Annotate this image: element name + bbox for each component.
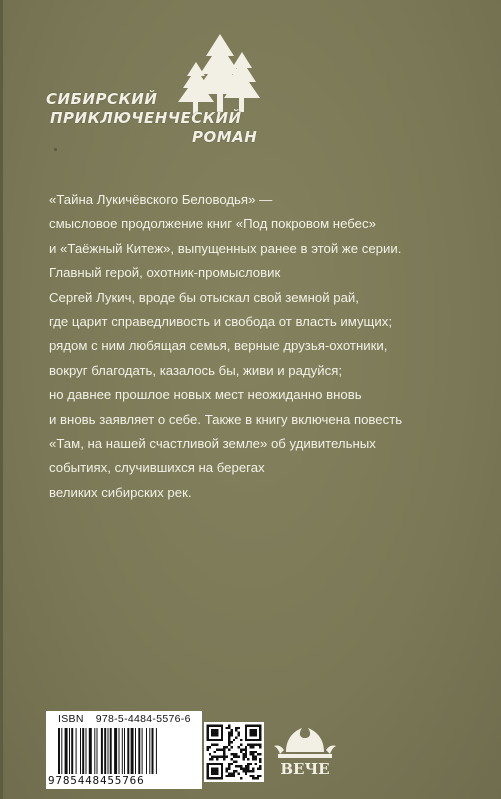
- qr-module: [230, 753, 232, 755]
- qr-module: [247, 770, 249, 772]
- annotation-line: великих сибирских рек.: [49, 484, 192, 500]
- annotation-line: «Тайна Лукичёвского Беловодья» —: [49, 192, 273, 207]
- qr-module: [228, 768, 230, 770]
- qr-module: [211, 758, 213, 760]
- barcode-bar: [114, 728, 117, 774]
- qr-module: [235, 760, 237, 762]
- qr-module: [230, 758, 232, 760]
- qr-module: [247, 763, 249, 765]
- qr-module: [211, 768, 218, 775]
- qr-module: [238, 765, 240, 767]
- qr-module: [228, 775, 230, 777]
- qr-module: [214, 744, 216, 746]
- qr-module: [250, 751, 252, 753]
- qr-module: [252, 746, 254, 748]
- isbn-number: 978-5-4484-5576-6: [95, 713, 191, 725]
- qr-module: [240, 751, 242, 753]
- qr-module: [206, 748, 208, 750]
- qr-module: [228, 736, 230, 738]
- qr-module: [252, 775, 254, 777]
- barcode-bar: [71, 728, 73, 774]
- qr-module: [259, 753, 261, 755]
- qr-module: [218, 756, 220, 758]
- qr-module: [250, 746, 252, 748]
- qr-module: [226, 770, 228, 772]
- qr-module: [254, 744, 256, 746]
- qr-module: [247, 744, 249, 746]
- qr-module: [259, 760, 261, 762]
- qr-module: [238, 772, 240, 774]
- qr-module: [245, 751, 247, 753]
- qr-module: [259, 744, 261, 746]
- qr-module: [242, 768, 244, 770]
- qr-module: [221, 756, 223, 758]
- barcode-bar: [82, 728, 84, 774]
- barcode-bar: [142, 728, 143, 774]
- qr-module: [252, 768, 254, 770]
- qr-module: [233, 760, 235, 762]
- barcode-bar: [61, 728, 62, 774]
- qr-module: [226, 756, 228, 758]
- annotation-line: Сергей Лукич, вроде бы отыскал свой земной рай,: [49, 289, 359, 305]
- qr-module: [245, 753, 247, 755]
- annotation-line: но давнее прошлое новых мест неожиданно вновь: [49, 387, 362, 403]
- fir-trees-icon: [176, 34, 262, 118]
- qr-module: [245, 768, 247, 770]
- qr-module: [247, 768, 249, 770]
- qr-module: [230, 732, 232, 734]
- qr-module: [226, 775, 228, 777]
- qr-module: [211, 744, 213, 746]
- qr-module: [252, 753, 254, 755]
- qr-module: [228, 727, 230, 729]
- annotation-line: событиях, случившихся на берегах: [49, 460, 265, 476]
- qr-module: [228, 724, 230, 726]
- qr-module: [252, 777, 254, 779]
- qr-module: [247, 758, 249, 760]
- qr-module: [250, 753, 252, 755]
- qr-module: [252, 744, 254, 746]
- qr-module: [226, 727, 228, 729]
- qr-module: [233, 739, 235, 741]
- barcode-bar: [80, 728, 81, 774]
- barcode-bar: [146, 728, 147, 774]
- barcode-bar: [69, 728, 70, 774]
- qr-module: [238, 756, 240, 758]
- qr-module: [233, 772, 235, 774]
- annotation-line: Главный герой, охотник-промысловик: [49, 265, 281, 281]
- qr-module: [238, 746, 240, 748]
- qr-module: [223, 748, 225, 750]
- barcode-bar: [108, 728, 109, 774]
- qr-module: [223, 751, 225, 753]
- qr-module: [259, 758, 261, 760]
- qr-module: [238, 734, 240, 736]
- series-line-3: РОМАН: [192, 128, 258, 146]
- isbn-label: ISBN: [58, 713, 84, 725]
- qr-module: [242, 758, 244, 760]
- qr-module: [233, 770, 235, 772]
- qr-module: [242, 756, 244, 758]
- qr-module: [252, 758, 254, 760]
- barcode-digits: 9785448455766: [48, 774, 145, 787]
- qr-module: [230, 772, 232, 774]
- qr-module: [245, 770, 247, 772]
- publisher-logo: [272, 722, 338, 778]
- qr-module: [216, 744, 218, 746]
- qr-module: [254, 756, 256, 758]
- qr-module: [228, 763, 230, 765]
- qr-module: [230, 729, 232, 731]
- qr-module: [257, 777, 259, 779]
- qr-module: [252, 751, 254, 753]
- qr-module: [250, 729, 257, 736]
- qr-module: [254, 758, 256, 760]
- qr-module: [214, 751, 216, 753]
- qr-module: [245, 756, 247, 758]
- barcode-bar: [152, 728, 154, 774]
- qr-module: [235, 756, 237, 758]
- barcode-bar: [149, 728, 150, 774]
- qr-module: [230, 746, 232, 748]
- qr-module: [242, 753, 244, 755]
- qr-module: [238, 727, 240, 729]
- annotation-line: и вновь заявляет о себе. Также в книгу включена повесть: [49, 411, 403, 427]
- barcode-bar: [89, 728, 92, 774]
- qr-module: [223, 746, 225, 748]
- qr-module: [209, 746, 211, 748]
- qr-module: [226, 768, 228, 770]
- qr-module: [216, 758, 218, 760]
- barcode-bar: [76, 728, 77, 774]
- qr-module: [228, 734, 230, 736]
- qr-module: [233, 753, 235, 755]
- barcode-bar: [138, 728, 140, 774]
- qr-module: [218, 748, 220, 750]
- qr-module: [230, 775, 232, 777]
- spine-edge: [0, 0, 3, 799]
- barcode-bar: [131, 728, 134, 774]
- isbn-line: [58, 713, 191, 725]
- barcode-bar: [94, 728, 95, 774]
- barcode-bar: [86, 728, 87, 774]
- qr-module: [233, 775, 235, 777]
- qr-module: [228, 748, 230, 750]
- qr-module: [233, 756, 235, 758]
- qr-module: [247, 765, 249, 767]
- qr-module: [228, 741, 230, 743]
- annotation-line: вокруг благодать, казалось бы, живи и радуйся;: [49, 362, 343, 378]
- qr-module: [228, 732, 230, 734]
- qr-module: [242, 770, 244, 772]
- qr-module: [242, 748, 244, 750]
- barcode-bars: [58, 728, 196, 774]
- barcode-bar: [58, 728, 60, 774]
- qr-module: [209, 753, 211, 755]
- annotation-line: где царит справедливость и свобода от власть имущих;: [49, 313, 393, 329]
- qr-module: [228, 744, 230, 746]
- qr-module: [235, 729, 237, 731]
- qr-module: [252, 756, 254, 758]
- qr-module: [257, 744, 259, 746]
- qr-module: [252, 770, 254, 772]
- qr-module: [245, 746, 247, 748]
- qr-module: [259, 746, 261, 748]
- qr-module: [240, 765, 242, 767]
- qr-module: [250, 763, 252, 765]
- qr-module: [221, 748, 223, 750]
- qr-module: [230, 734, 232, 736]
- annotation-line: «Там, на нашей счастливой земле» об удивительных: [49, 435, 376, 451]
- qr-module: [254, 751, 256, 753]
- qr-module: [240, 768, 242, 770]
- qr-module: [240, 744, 242, 746]
- barcode-bar: [135, 728, 136, 774]
- annotation-line: и «Таёжный Китеж», выпущенных ранее в этой же серии.: [49, 240, 402, 256]
- qr-module: [209, 758, 211, 760]
- speck: [54, 148, 57, 151]
- qr-module: [240, 777, 242, 779]
- qr-module: [235, 765, 237, 767]
- qr-module: [259, 768, 261, 770]
- qr-module: [228, 739, 230, 741]
- qr-module: [245, 765, 247, 767]
- barcode-bar: [65, 728, 68, 774]
- qr-code-icon: [204, 722, 264, 782]
- qr-module: [250, 770, 252, 772]
- barcode-bar: [119, 728, 120, 774]
- qr-module: [254, 777, 256, 779]
- qr-module: [230, 741, 232, 743]
- qr-module: [250, 775, 252, 777]
- qr-module: [259, 775, 261, 777]
- qr-module: [214, 756, 216, 758]
- qr-module: [211, 756, 213, 758]
- annotation-line: смысловое продолжение книг «Под покровом небес»: [49, 216, 376, 232]
- qr-module: [235, 753, 237, 755]
- qr-module: [223, 753, 225, 755]
- annotation-line: рядом с ним любящая семья, верные друзья-охотники,: [49, 338, 388, 354]
- barcode-bar: [110, 728, 112, 774]
- qr-module: [228, 765, 230, 767]
- qr-module: [223, 756, 225, 758]
- qr-module: [216, 756, 218, 758]
- qr-module: [235, 727, 237, 729]
- qr-module: [223, 758, 225, 760]
- qr-module: [250, 744, 252, 746]
- qr-module: [245, 748, 247, 750]
- qr-module: [245, 772, 247, 774]
- barcode-bar: [101, 728, 103, 774]
- barcode-bar: [97, 728, 98, 774]
- barcode-bar: [156, 728, 157, 774]
- publisher-name: ВЕЧЕ: [280, 760, 330, 778]
- qr-module: [216, 748, 218, 750]
- barcode-bar: [127, 728, 129, 774]
- barcode-bar: [124, 728, 125, 774]
- qr-module: [206, 746, 208, 748]
- qr-module: [238, 732, 240, 734]
- series-line-1: СИБИРСКИЙ: [46, 90, 158, 108]
- qr-module: [257, 753, 259, 755]
- qr-module: [240, 748, 242, 750]
- series-line-2: ПРИКЛЮЧЕНЧЕСКИЙ: [50, 109, 242, 127]
- qr-module: [240, 739, 242, 741]
- qr-module: [211, 729, 218, 736]
- qr-module: [257, 775, 259, 777]
- qr-module: [235, 770, 237, 772]
- qr-module: [235, 736, 237, 738]
- qr-module: [226, 746, 228, 748]
- barcode-bar: [122, 728, 123, 774]
- qr-module: [230, 763, 232, 765]
- annotation-text: [49, 188, 489, 505]
- barcode-bar: [104, 728, 106, 774]
- qr-module: [228, 772, 230, 774]
- qr-module: [257, 768, 259, 770]
- qr-module: [254, 763, 256, 765]
- qr-module: [259, 765, 261, 767]
